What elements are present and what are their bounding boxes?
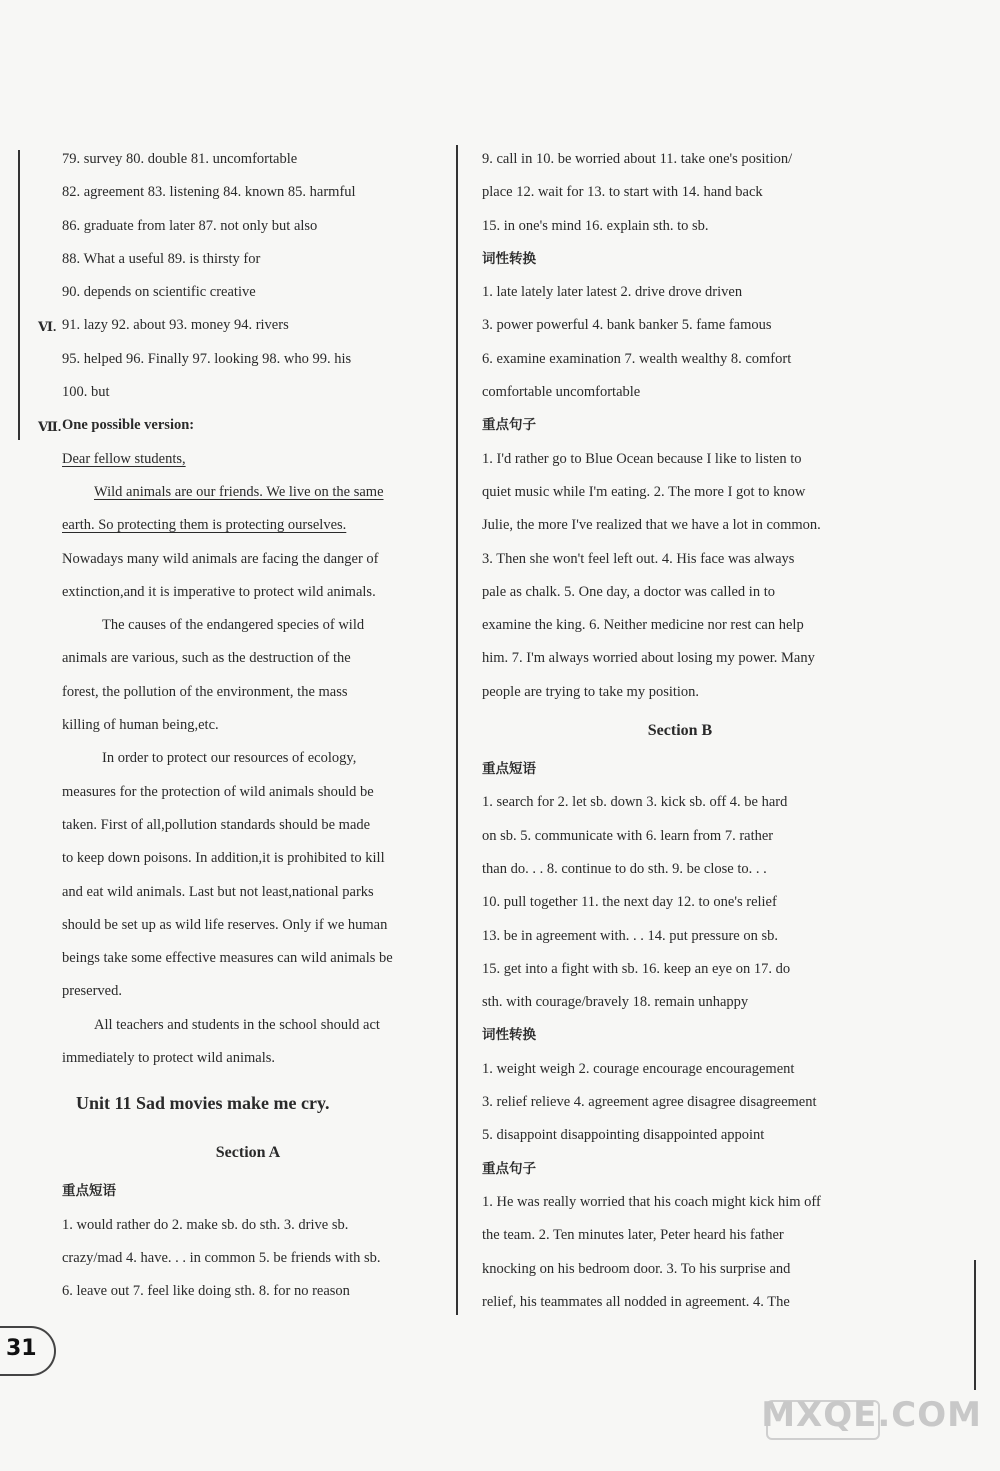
sentence-line: examine the king. 6. Neither medicine nor rest can help: [482, 617, 804, 634]
version-label: One possible version:: [62, 417, 195, 434]
roman-numeral: Ⅵ.: [38, 319, 57, 334]
answer-line: 100. but: [62, 384, 110, 401]
sentence-line: knocking on his bedroom door. 3. To his surprise and: [482, 1260, 791, 1277]
essay-line: killing of human being,etc.: [62, 717, 219, 734]
salutation: Dear fellow students,: [62, 450, 186, 467]
heading: 词性转换: [482, 1027, 536, 1044]
essay-line: Nowadays many wild animals are facing the danger of: [62, 550, 379, 567]
word-line: 6. examine examination 7. wealth wealthy 8. comfort: [482, 350, 792, 367]
heading: 重点句子: [482, 1160, 536, 1177]
essay-line: animals are various, such as the destruction of the: [62, 650, 351, 667]
essay-line: beings take some effective measures can wild animals be: [62, 950, 393, 967]
essay-line: All teachers and students in the school should act: [94, 1016, 380, 1033]
word-line: comfortable uncomfortable: [482, 384, 641, 401]
sentence-line: 1. I'd rather go to Blue Ocean because I like to listen to: [482, 450, 802, 467]
left-margin-line: [18, 150, 20, 440]
phrase-line: 15. in one's mind 16. explain sth. to sb.: [482, 217, 709, 234]
column-divider: [456, 145, 458, 1315]
essay-line: to keep down poisons. In addition,it is prohibited to kill: [62, 850, 385, 867]
answer-line: 95. helped 96. Finally 97. looking 98. who 99. his: [62, 350, 352, 367]
sentence-line: him. 7. I'm always worried about losing my power. Many: [482, 650, 815, 667]
right-margin-line: [974, 1260, 976, 1390]
essay-line: earth. So protecting them is protecting ourselves.: [62, 517, 347, 534]
sentence-line: the team. 2. Ten minutes later, Peter heard his father: [482, 1227, 784, 1244]
phrase-line: place 12. wait for 13. to start with 14. hand back: [482, 184, 763, 201]
phrase-line: crazy/mad 4. have. . . in common 5. be friends with sb.: [62, 1249, 381, 1266]
essay-line: measures for the protection of wild animals should be: [62, 783, 374, 800]
answer-line: 91. lazy 92. about 93. money 94. rivers: [62, 317, 289, 334]
essay-line: preserved.: [62, 983, 122, 1000]
word-line: 1. late lately later latest 2. drive drove driven: [482, 284, 743, 301]
sentence-line: people are trying to take my position.: [482, 683, 700, 700]
heading: 重点短语: [482, 761, 536, 778]
heading: 词性转换: [482, 250, 536, 267]
phrase-line: than do. . . 8. continue to do sth. 9. be close to. . .: [482, 860, 767, 877]
sentence-line: pale as chalk. 5. One day, a doctor was called in to: [482, 583, 775, 600]
answer-line: 79. survey 80. double 81. uncomfortable: [62, 151, 298, 167]
phrase-line: 15. get into a fight with sb. 16. keep an eye on 17. do: [482, 960, 791, 977]
word-line: 3. relief relieve 4. agreement agree disagree disagreement: [482, 1094, 817, 1111]
phrase-line: 13. be in agreement with. . . 14. put pressure on sb.: [482, 927, 778, 944]
answer-line: 82. agreement 83. listening 84. known 85. harmful: [62, 184, 356, 201]
roman-numeral: Ⅶ.: [38, 419, 62, 434]
answer-line: 90. depends on scientific creative: [62, 284, 256, 301]
heading: 重点短语: [62, 1183, 116, 1200]
essay-line: taken. First of all,pollution standards should be made: [62, 816, 371, 833]
essay-line: Wild animals are our friends. We live on the same: [94, 483, 384, 500]
essay-line: immediately to protect wild animals.: [62, 1050, 276, 1067]
essay-line: In order to protect our resources of ecology,: [102, 750, 357, 767]
right-column: [482, 143, 878, 1319]
sentence-line: 3. Then she won't feel left out. 4. His face was always: [482, 550, 795, 567]
sentence-line: relief, his teammates all nodded in agreement. 4. The: [482, 1293, 790, 1310]
sentence-line: quiet music while I'm eating. 2. The more I got to know: [482, 483, 806, 500]
essay-line: The causes of the endangered species of wild: [102, 617, 365, 634]
essay-line: forest, the pollution of the environment, the mass: [62, 683, 348, 700]
unit-title: Unit 11 Sad movies make me cry.: [76, 1093, 330, 1114]
essay-line: and eat wild animals. Last but not least,national parks: [62, 883, 374, 900]
phrase-line: 6. leave out 7. feel like doing sth. 8. for no reason: [62, 1283, 350, 1300]
sentence-line: Julie, the more I've realized that we have a lot in common.: [482, 517, 821, 534]
word-line: 1. weight weigh 2. courage encourage encouragement: [482, 1060, 795, 1077]
word-line: 3. power powerful 4. bank banker 5. fame famous: [482, 317, 772, 334]
phrase-line: 9. call in 10. be worried about 11. take one's position/: [482, 151, 793, 167]
left-column: [62, 143, 434, 1309]
phrase-line: 1. would rather do 2. make sb. do sth. 3. drive sb.: [62, 1216, 349, 1233]
section-title: Section B: [647, 722, 713, 740]
essay-line: should be set up as wild life reserves. Only if we human: [62, 916, 388, 933]
word-line: 5. disappoint disappointing disappointed appoint: [482, 1127, 765, 1144]
sentence-line: 1. He was really worried that his coach might kick him off: [482, 1193, 821, 1210]
essay-line: extinction,and it is imperative to protect wild animals.: [62, 583, 376, 600]
phrase-line: 1. search for 2. let sb. down 3. kick sb. off 4. be hard: [482, 794, 788, 811]
answer-line: 86. graduate from later 87. not only but also: [62, 217, 318, 234]
section-title: Section A: [215, 1144, 281, 1162]
page-number: 31: [6, 1336, 37, 1361]
phrase-line: 10. pull together 11. the next day 12. to one's relief: [482, 894, 777, 911]
heading: 重点句子: [482, 417, 536, 434]
phrase-line: sth. with courage/bravely 18. remain unhappy: [482, 994, 749, 1011]
watermark-text: MXQE.COM: [761, 1395, 982, 1435]
answer-line: 88. What a useful 89. is thirsty for: [62, 250, 261, 267]
phrase-line: on sb. 5. communicate with 6. learn from 7. rather: [482, 827, 774, 844]
